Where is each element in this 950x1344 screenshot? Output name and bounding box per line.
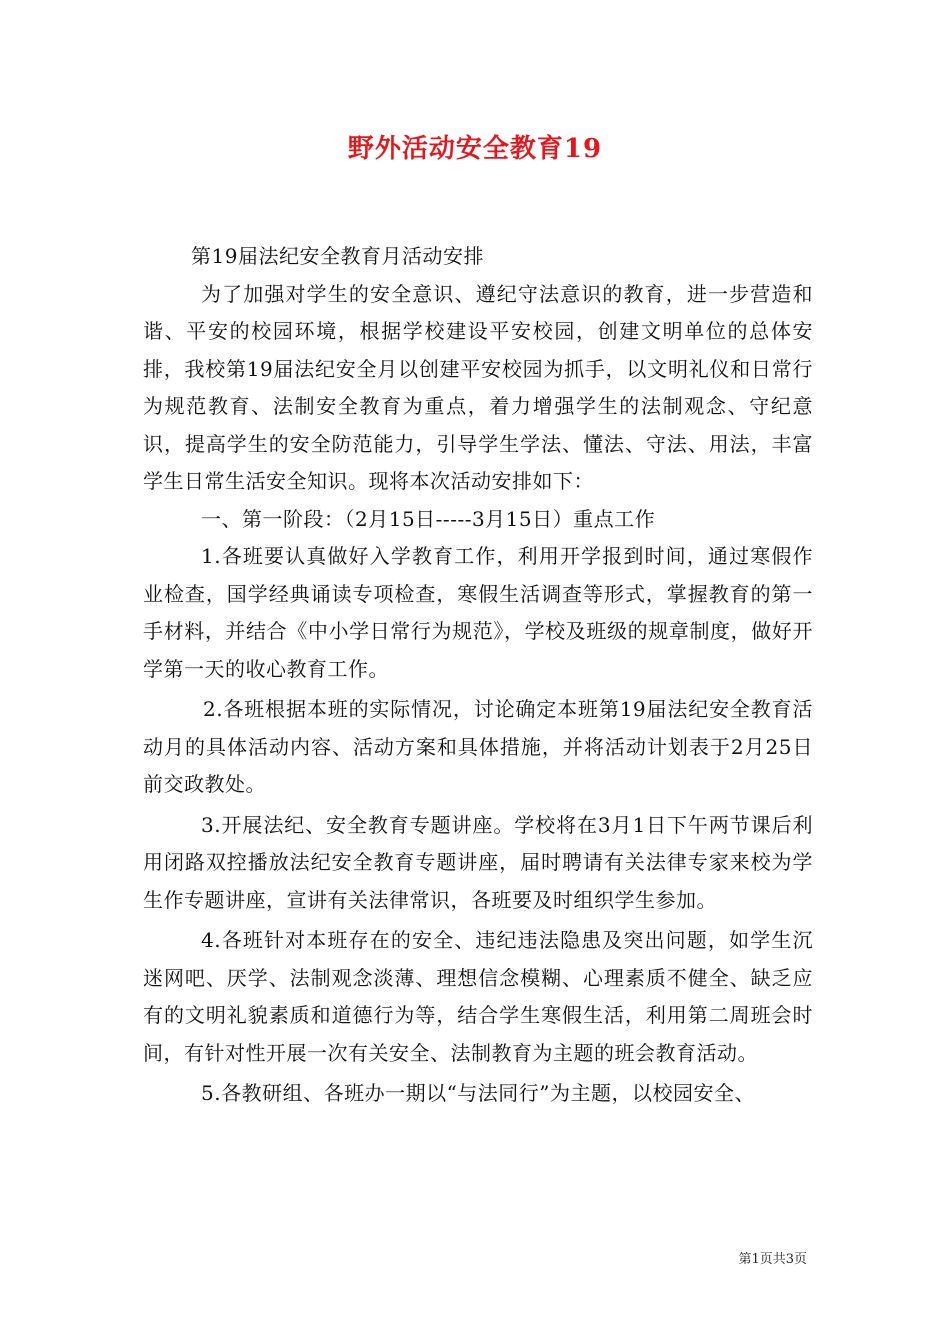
- paragraph-intro: 为了加强对学生的安全意识、遵纪守法意识的教育，进一步营造和谐、平安的校园环境，根据学校建设平安校园，创建文明单位的总体安排，我校第19届法纪安全月以创建平安校园为抓手，以文明礼仪和日常行为规范教育、法制安全教育为重点，着力增强学生的法制观念、守纪意识，提高学生的安全防范能力，引导学生学法、懂法、守法、用法，丰富学生日常生活安全知识。现将本次活动安排如下：: [143, 281, 813, 493]
- paragraph-item-4: 4.各班针对本班存在的安全、违纪违法隐患及突出问题，如学生沉迷网吧、厌学、法制观念淡薄、理想信念模糊、心理素质不健全、缺乏应有的文明礼貌素质和道德行为等，结合学生寒假生活，利用第二周班会时间，有针对性开展一次有关安全、法制教育为主题的班会教育活动。: [143, 928, 813, 1065]
- page-number: 第1页共3页: [738, 1252, 807, 1267]
- document-subtitle: 第19届法纪安全教育月活动安排: [191, 244, 484, 268]
- paragraph-item-3: 3.开展法纪、安全教育专题讲座。学校将在3月1日下午两节课后利用闭路双控播放法纪安全教育专题讲座，届时聘请有关法律专家来校为学生作专题讲座，宣讲有关法律常识，各班要及时组织学生参加。: [143, 812, 813, 912]
- document-body: [143, 238, 813, 1113]
- paragraph-item-5: 5.各教研组、各班办一期以“与法同行”为主题，以校园安全、: [201, 1081, 756, 1105]
- paragraph-item-1: 1.各班要认真做好入学教育工作，利用开学报到时间，通过寒假作业检查，国学经典诵读专项检查，寒假生活调查等形式，掌握教育的第一手材料，并结合《中小学日常行为规范》，学校及班级的规章制度，做好开学第一天的收心教育工作。: [143, 544, 813, 681]
- paragraph-item-2: 2.各班根据本班的实际情况，讨论确定本班第19届法纪安全教育活动月的具体活动内容、活动方案和具体措施，并将活动计划表于2月25日前交政教处。: [143, 697, 813, 796]
- paragraph-section-heading: 一、第一阶段：（2月15日-----3月15日）重点工作: [201, 506, 656, 531]
- document-title: 野外活动安全教育19: [347, 134, 603, 164]
